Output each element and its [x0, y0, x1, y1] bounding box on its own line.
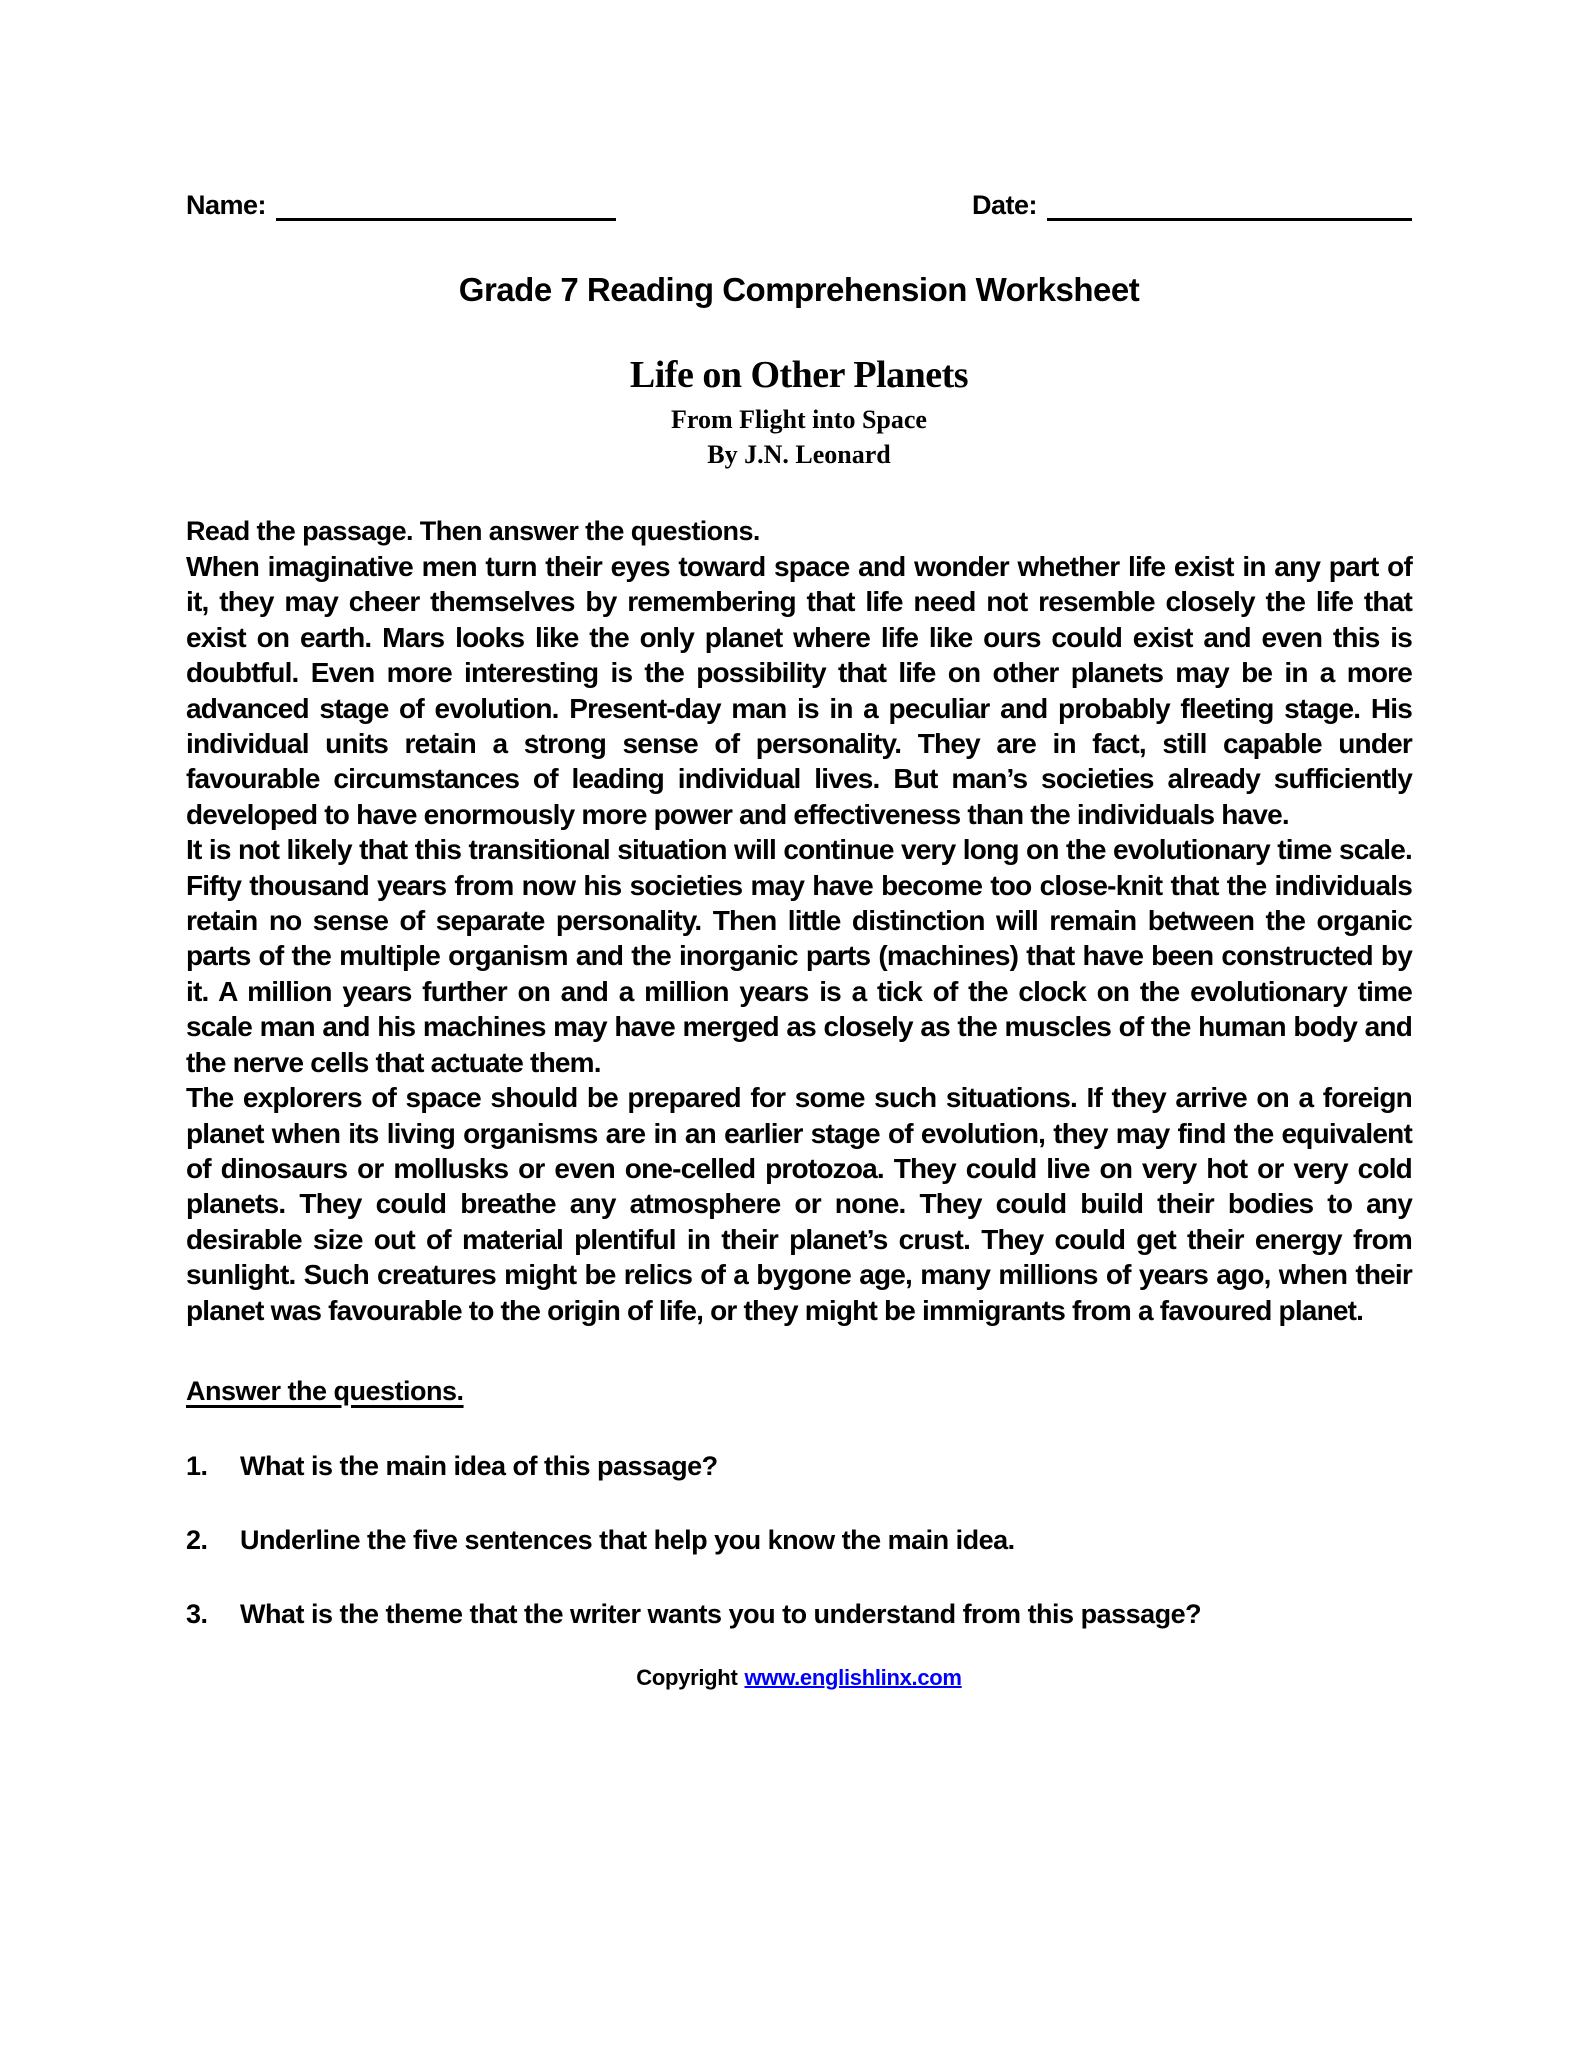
question-1-text: What is the main idea of this passage?: [240, 1450, 718, 1481]
passage-body: [186, 549, 1412, 1328]
name-field: [186, 190, 616, 221]
date-blank-line[interactable]: [1047, 192, 1412, 221]
passage-subtitle: From Flight into Space: [671, 405, 927, 434]
passage-paragraph-2: It is not likely that this transitional situation will continue very long on the evolutionary time scale. Fifty thousand years from now his societies may have become too close-knit that the individuals retain no sense of separate personality. Then little distinction will remain between the organic parts of the multiple organism and the inorganic parts (machines) that have been constructed by it. A million years further on and a million years is a tick of the clock on the evolutionary time scale man and his machines may have merged as closely as the muscles of the human body and the nerve cells that actuate them.: [186, 834, 1412, 1078]
instructions-line: Read the passage. Then answer the questions.: [186, 516, 760, 546]
name-blank-line[interactable]: [276, 192, 616, 221]
question-2: [186, 1525, 1412, 1555]
footer: [186, 1665, 1412, 1691]
question-2-text: Underline the five sentences that help you know the main idea.: [240, 1524, 1015, 1555]
questions-heading: Answer the questions.: [186, 1375, 464, 1406]
date-field: [972, 190, 1412, 221]
question-3-number: 3.: [186, 1598, 208, 1629]
question-1-number: 1.: [186, 1450, 208, 1481]
question-1: [186, 1451, 1412, 1481]
worksheet-heading: Grade 7 Reading Comprehension Worksheet: [458, 271, 1140, 308]
copyright-label: Copyright: [636, 1664, 738, 1690]
question-3-text: What is the theme that the writer wants you to understand from this passage?: [240, 1598, 1202, 1629]
date-label: Date:: [971, 190, 1037, 220]
passage-paragraph-3: The explorers of space should be prepared for some such situations. If they arrive on a foreign planet when its living organisms are in an earlier stage of evolution, they may find the equivalent of dinosaurs or mollusks or even one-celled protozoa. They could live on very hot or very cold planets. They could breathe any atmosphere or none. They could build their bodies to any desirable size out of material plentiful in their planet’s crust. They could get their energy from sunlight. Such creatures might be relics of a bygone age, many millions of years ago, when their planet was favourable to the origin of life, or they might be immigrants from a favoured planet.: [186, 1082, 1412, 1326]
passage-byline: By J.N. Leonard: [707, 440, 891, 469]
passage-title: Life on Other Planets: [629, 354, 969, 396]
passage-paragraph-1: When imaginative men turn their eyes toward space and wonder whether life exist in any part of it, they may cheer themselves by remembering that life need not resemble closely the life that exist on earth. Mars looks like the only planet where life like ours could exist and even this is doubtful. Even more interesting is the possibility that life on other planets may be in a more advanced stage of evolution. Present-day man is in a peculiar and probably fleeting stage. His individual units retain a strong sense of personality. They are in fact, still capable under favourable circumstances of leading individual lives. But man’s societies already sufficiently developed to have enormously more power and effectiveness than the individuals have.: [186, 551, 1412, 830]
name-label: Name:: [186, 190, 267, 220]
copyright-link[interactable]: www.englishlinx.com: [744, 1664, 962, 1690]
name-date-row: [186, 190, 1412, 221]
question-2-number: 2.: [186, 1524, 208, 1555]
questions-list: [186, 1451, 1412, 1629]
question-3: [186, 1599, 1412, 1629]
